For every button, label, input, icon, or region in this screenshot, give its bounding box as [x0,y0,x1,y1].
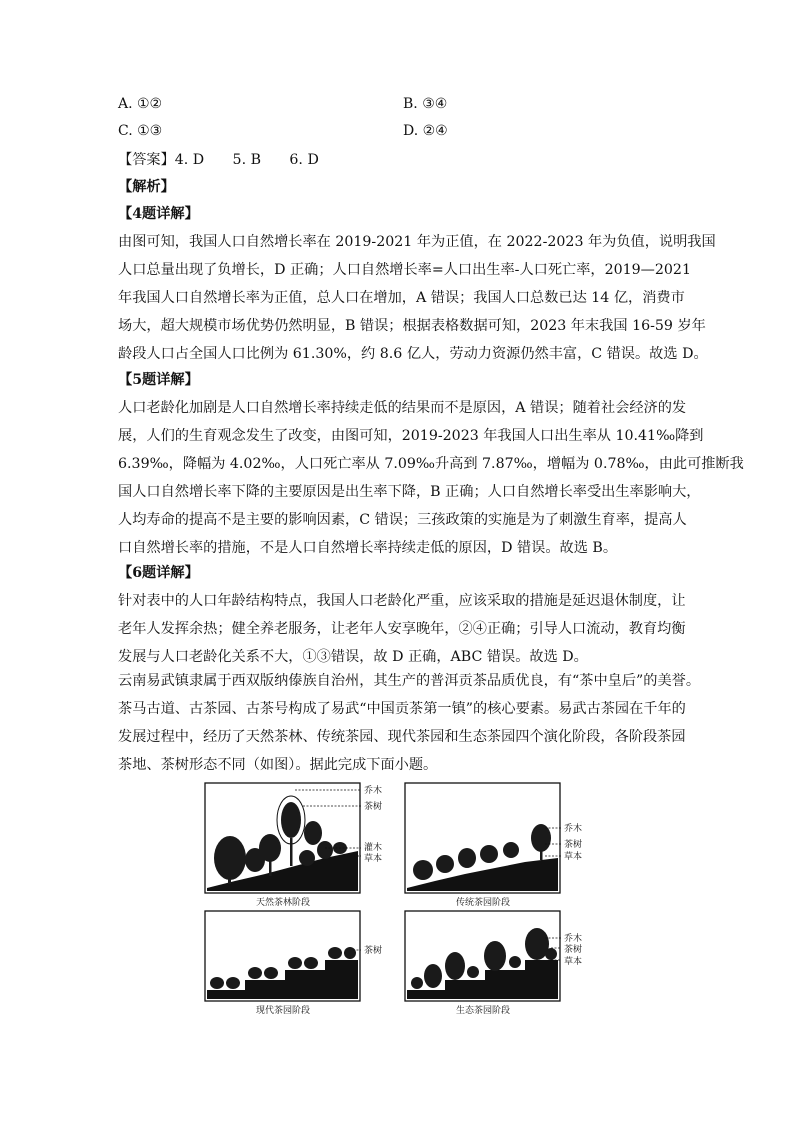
passage-line: 云南易武镇隶属于西双版纳傣族自治州，其生产的普洱贡茶品质优良，有“茶中皇后”的美誉。 [118,673,701,689]
label-guanmu: 灌木 [364,843,383,853]
label-chashu: 茶树 [564,945,583,955]
label-caoben: 草本 [564,852,583,862]
tea-garden-evolution-figure [195,778,605,1023]
q5-line: 人均寿命的提高不是主要的影响因素，C 错误；三孩政策的实施是为了刺激生育率，提高人 [118,512,687,528]
panel-modern-tea-garden [205,911,382,1016]
passage-line: 发展过程中，经历了天然茶林、传统茶园、现代茶园和生态茶园四个演化阶段，各阶段茶园 [118,729,686,745]
label-chashu: 茶树 [364,802,383,812]
q6-heading: 【6题详解】 [118,565,199,581]
q5-line: 人口老龄化加剧是人口自然增长率持续走低的结果而不是原因，A 错误；随着社会经济的发 [118,400,687,416]
q5-heading: 【5题详解】 [118,372,199,388]
q4-heading: 【4题详解】 [118,206,199,222]
q5-line: 展，人们的生育观念发生了改变，由图可知，2019-2023 年我国人口出生率从 10.41‰降到 [118,428,704,444]
q4-line: 场大，超大规模市场优势仍然明显，B 错误；根据表格数据可知，2023 年末我国 16-59 岁年 [118,318,706,334]
q6-line: 发展与人口老龄化关系不大，①③错误，故 D 正确，ABC 错误。故选 D。 [118,649,588,665]
option-d: D. ②④ [403,123,448,139]
caption-ecological: 生态茶园阶段 [455,1006,511,1016]
panel-natural-tea-forest [205,783,382,908]
label-caoben: 草本 [364,854,383,864]
caption-natural: 天然茶林阶段 [255,898,311,908]
passage-line: 茶马古道、古茶园、古茶号构成了易武“中国贡茶第一镇”的核心要素。易武古茶园在千年的 [118,701,686,717]
passage-line: 茶地、茶树形态不同（如图）。据此完成下面小题。 [118,757,438,773]
q5-line: 6.39‰，降幅为 4.02‰，人口死亡率从 7.09‰升高到 7.87‰，增幅为 0.78‰，由此可推断我 [118,456,744,472]
answer-line: 【答案】4. D 5. B 6. D [118,152,319,168]
q6-line: 老年人发挥余热；健全养老服务，让老年人安享晚年，②④正确；引导人口流动，教育均衡 [118,621,686,637]
label-qiaomu: 乔木 [564,934,583,944]
q6-line: 针对表中的人口年龄结构特点，我国人口老龄化严重，应该采取的措施是延迟退休制度，让 [118,593,686,609]
caption-traditional: 传统茶园阶段 [455,898,511,908]
q4-line: 龄段人口占全国人口比例为 61.30%，约 8.6 亿人，劳动力资源仍然丰富，C 错误。故选 D。 [118,346,708,362]
panel-traditional-tea-garden [405,783,582,908]
q4-line: 年我国人口自然增长率为正值，总人口在增加，A 错误；我国人口总数已达 14 亿，消费市 [118,290,685,306]
label-chashu: 茶树 [564,840,583,850]
label-qiaomu: 乔木 [564,824,583,834]
panel-ecological-tea-garden [405,911,582,1016]
q4-line: 由图可知，我国人口自然增长率在 2019-2021 年为正值，在 2022-2023 年为负值，说明我国 [118,234,716,250]
analysis-heading: 【解析】 [118,179,175,195]
q5-line: 国人口自然增长率下降的主要原因是出生率下降，B 正确；人口自然增长率受出生率影响大， [118,484,701,500]
caption-modern: 现代茶园阶段 [255,1006,311,1016]
option-b: B. ③④ [403,96,448,112]
option-c: C. ①③ [118,123,163,139]
q4-line: 人口总量出现了负增长，D 正确；人口自然增长率=人口出生率-人口死亡率，2019—2021 [118,262,691,278]
label-chashu: 茶树 [364,946,383,956]
label-caoben: 草本 [564,957,583,967]
option-a: A. ①② [118,96,163,112]
label-qiaomu: 乔木 [364,786,383,796]
q5-line: 口自然增长率的措施，不是人口自然增长率持续走低的原因，D 错误。故选 B。 [118,540,618,556]
